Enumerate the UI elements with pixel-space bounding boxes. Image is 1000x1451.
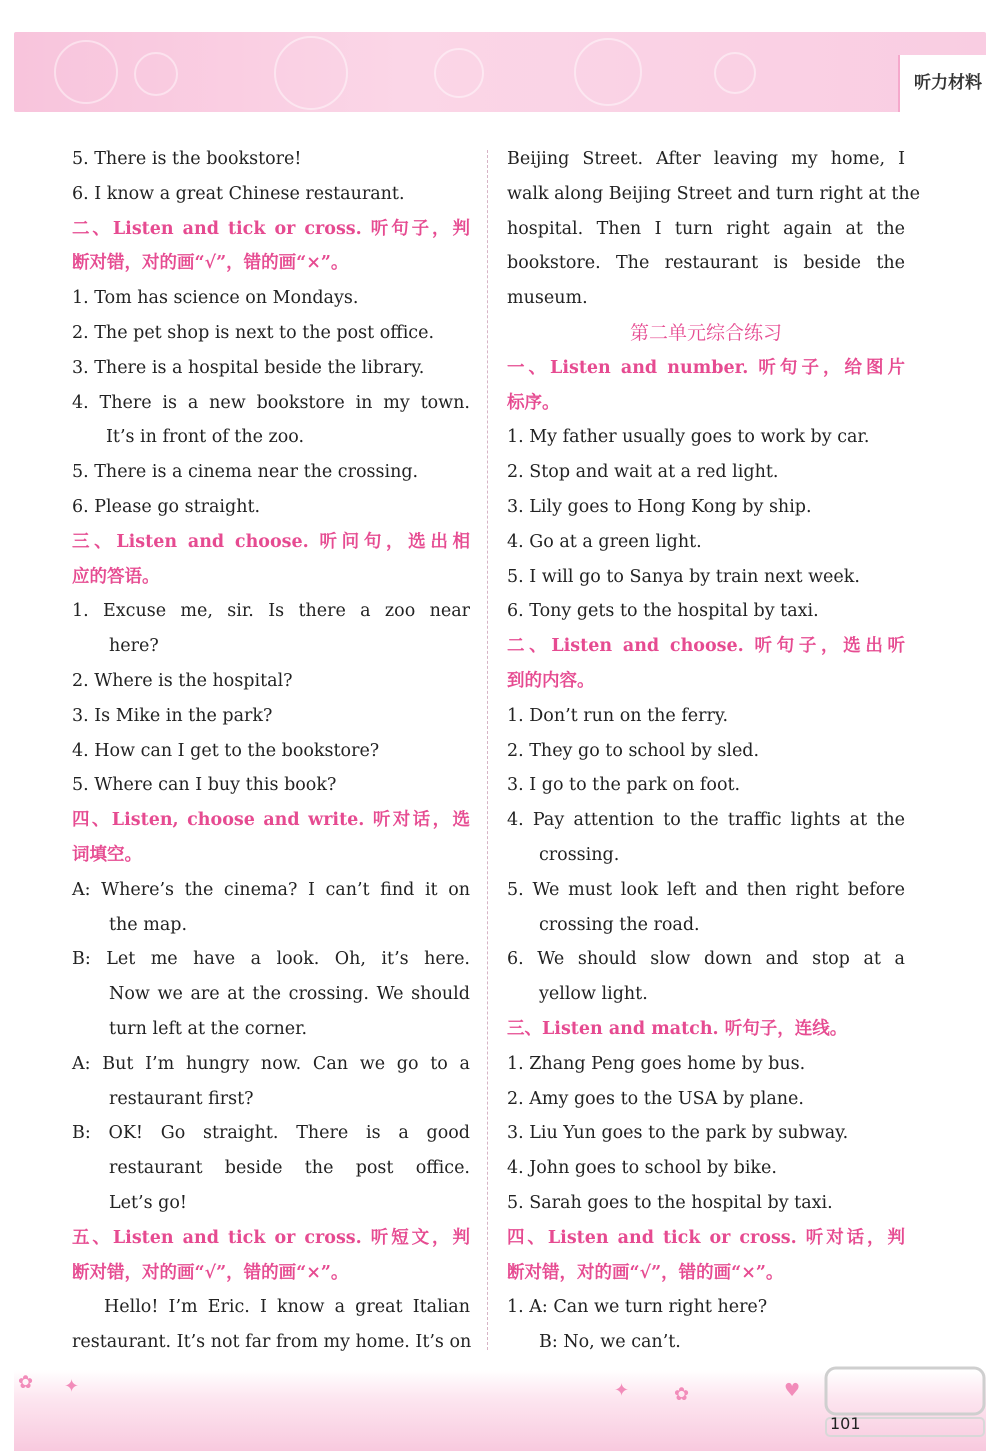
section-heading: 应的答语。 [72,566,160,587]
list-item: 5. There is a cinema near the crossing. [72,462,419,483]
header-title: 听力材料 [914,73,982,93]
dialogue-line: restaurant first? [109,1088,254,1109]
section-heading: 断对错，对的画“√”，错的画“×”。 [72,1262,349,1283]
list-item: 3. Lily goes to Hong Kong by ship. [507,496,812,517]
list-item: 3. I go to the park on foot. [507,775,741,796]
dialogue-line: turn left at the corner. [109,1018,308,1039]
list-item: 2. Stop and wait at a red light. [507,462,779,483]
star-icon: ✿ [18,1372,34,1393]
passage-line: Hello! I’m Eric. I know a great Italian [104,1297,470,1318]
list-item: 6. Please go straight. [72,496,261,517]
column-divider [487,150,488,1350]
list-item: 3. Liu Yun goes to the park by subway. [507,1123,849,1144]
dialogue-line: Now we are at the crossing. We should [109,984,470,1005]
star-icon: ✦ [614,1380,630,1401]
list-item: 2. They go to school by sled. [507,740,760,761]
list-item: 4. How can I get to the bookstore? [72,740,380,761]
list-item: 2. Amy goes to the USA by plane. [507,1088,804,1109]
dialogue-line: restaurant beside the post office. [109,1158,470,1179]
section-heading: 一、Listen and number. 听句子，给图片 [507,357,905,378]
dialogue-line: the map. [109,914,188,935]
section-heading: 二、Listen and choose. 听句子，选出听 [507,636,905,657]
list-item: 1. Zhang Peng goes home by bus. [507,1053,806,1074]
list-item: 1. My father usually goes to work by car. [507,427,870,448]
dialogue-line: B: Let me have a look. Oh, it’s here. [72,949,470,970]
unit-title: 第二单元综合练习 [629,321,782,344]
list-item: 4. John goes to school by bike. [507,1158,777,1179]
list-item: 3. There is a hospital beside the library. [72,357,425,378]
section-heading: 五、Listen and tick or cross. 听短文，判 [72,1227,470,1248]
header-band [14,32,986,112]
passage-line: bookstore. The restaurant is beside the [507,253,905,274]
section-heading: 三、Listen and choose. 听问句，选出相 [72,531,470,552]
section-heading: 二、Listen and tick or cross. 听句子，判 [72,218,470,239]
section-heading: 断对错，对的画“√”，错的画“×”。 [507,1262,784,1283]
dialogue-line: B: No, we can’t. [539,1332,681,1353]
passage-line: walk along Beijing Street and turn right at the [507,183,921,204]
dialogue-line: A: But I’m hungry now. Can we go to a [72,1053,470,1074]
passage-line: Beijing Street. After leaving my home, I [507,149,905,169]
list-item: 5. Sarah goes to the hospital by taxi. [507,1192,833,1213]
list-item: yellow light. [539,984,648,1005]
list-item: 6. Tony gets to the hospital by taxi. [507,601,819,622]
list-item: 1. Tom has science on Mondays. [72,288,359,309]
list-item: 1. Excuse me, sir. Is there a zoo near [72,601,470,622]
list-item: 2. Where is the hospital? [72,670,293,691]
dialogue-line: Let’s go! [109,1192,187,1213]
left-column [72,142,470,1360]
list-item: 4. There is a new bookstore in my town. [72,392,470,413]
heart-icon: ♥ [784,1380,801,1401]
dialogue-line: B: OK! Go straight. There is a good [72,1123,470,1144]
section-heading: 三、Listen and match. 听句子，连线。 [507,1018,848,1039]
list-item: 5. Where can I buy this book? [72,775,337,796]
list-item: crossing. [539,844,620,865]
section-heading: 四、Listen, choose and write. 听对话，选 [72,810,470,831]
star-icon: ✿ [674,1384,690,1405]
section-heading: 词填空。 [72,844,142,865]
section-heading: 四、Listen and tick or cross. 听对话，判 [507,1227,905,1248]
list-item: crossing the road. [539,914,700,935]
list-item: 5. We must look left and then right before [507,879,905,900]
passage-line: restaurant. It’s not far from my home. It’s on [72,1332,472,1353]
header-tab [898,55,986,112]
passage-line: museum. [507,288,588,309]
dialogue-line: 1. A: Can we turn right here? [507,1297,768,1318]
list-item: 5. There is the bookstore! [72,149,302,169]
right-column [507,142,921,1360]
list-item: 4. Pay attention to the traffic lights at the [507,810,905,831]
section-heading: 标序。 [507,392,560,413]
list-item: 6. We should slow down and stop at a [507,949,905,970]
list-item: 1. Don’t run on the ferry. [507,705,729,726]
page-number: 101 [830,1414,861,1433]
star-icon: ✦ [64,1376,80,1397]
list-item: 5. I will go to Sanya by train next week. [507,566,860,587]
list-item: 2. The pet shop is next to the post office. [72,322,435,343]
section-heading: 到的内容。 [507,670,595,691]
list-item: 6. I know a great Chinese restaurant. [72,183,405,204]
section-heading: 断对错，对的画“√”，错的画“×”。 [72,253,349,274]
list-item: 4. Go at a green light. [507,531,702,552]
passage-line: hospital. Then I turn right again at the [507,218,905,239]
dialogue-line: A: Where’s the cinema? I can’t find it on [72,879,470,900]
list-item: here? [109,636,159,657]
list-item: It’s in front of the zoo. [106,427,305,448]
list-item: 3. Is Mike in the park? [72,705,273,726]
